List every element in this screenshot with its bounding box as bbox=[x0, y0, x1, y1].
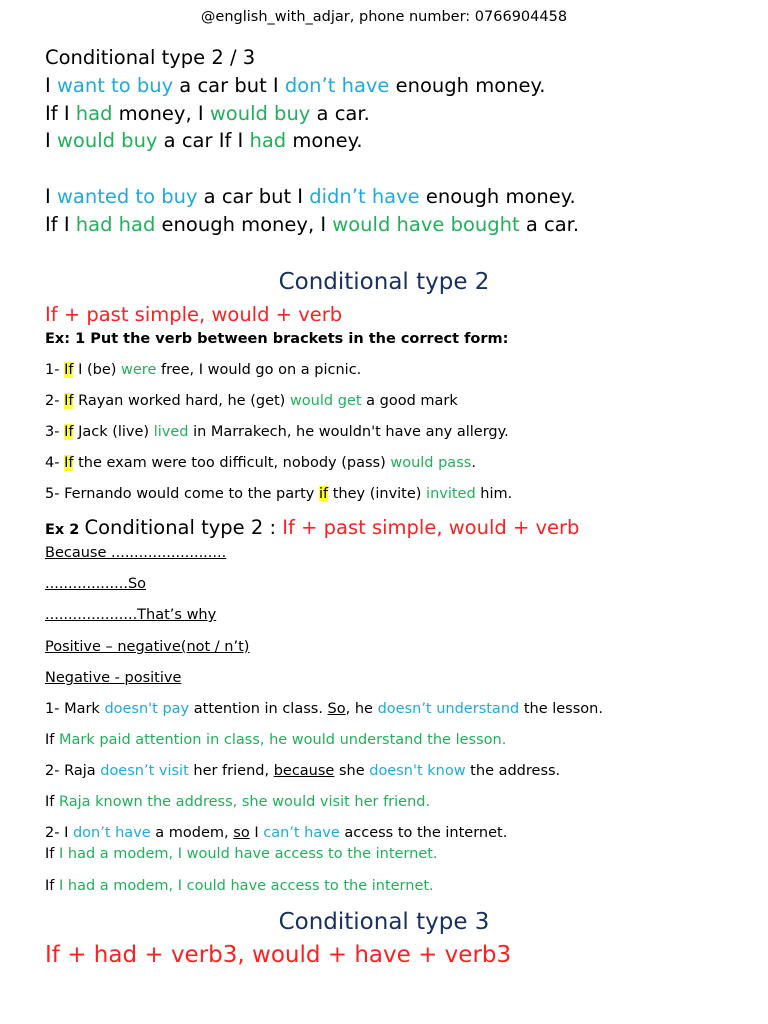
blue-phrase: doesn't pay bbox=[104, 701, 190, 717]
type3-rule: If + had + verb3, would + have + verb3 bbox=[45, 942, 512, 968]
exercise2-answer bbox=[45, 732, 506, 748]
blue-phrase: don’t have bbox=[72, 825, 151, 841]
exercise2-label: Ex 2 bbox=[45, 522, 80, 538]
exercise1-line bbox=[45, 486, 512, 502]
text-run: If I bbox=[45, 102, 76, 125]
blue-phrase: doesn’t visit bbox=[100, 763, 189, 779]
text-run: free, I would go on a picnic. bbox=[156, 362, 362, 378]
green-phrase: would have bought bbox=[332, 213, 520, 236]
highlighted-if: If bbox=[64, 455, 74, 471]
exercise1-line bbox=[45, 362, 361, 378]
text-run: 5- Fernando would come to the party bbox=[45, 486, 319, 502]
text-run: a car but I bbox=[173, 74, 285, 97]
highlighted-if: if bbox=[318, 486, 329, 502]
text-run: enough money. bbox=[419, 185, 576, 208]
highlighted-if: If bbox=[64, 424, 74, 440]
text-run: attention in class. bbox=[189, 701, 328, 717]
text-run: 4- bbox=[45, 455, 65, 471]
exercise1-line bbox=[45, 393, 458, 409]
intro-line bbox=[45, 102, 370, 125]
underlined-word: So bbox=[327, 701, 346, 717]
text-run: If bbox=[45, 794, 59, 810]
text-run: a modem, bbox=[150, 825, 234, 841]
connector-positive-negative: Positive – negative(not / n’t) bbox=[45, 639, 250, 655]
blue-phrase: doesn't know bbox=[369, 763, 466, 779]
text-run: 2- bbox=[45, 393, 65, 409]
connector-so: ..................So bbox=[45, 576, 147, 592]
text-run: money. bbox=[286, 129, 363, 152]
highlighted-if: If bbox=[64, 393, 74, 409]
text-run: a good mark bbox=[361, 393, 458, 409]
exercise2-line bbox=[45, 825, 507, 841]
text-run: If bbox=[45, 878, 59, 894]
text-run: she bbox=[334, 763, 370, 779]
page-header: @english_with_adjar, phone number: 0766904458 bbox=[200, 9, 568, 25]
text-run: enough money, I bbox=[155, 213, 333, 236]
highlighted-if: If bbox=[64, 362, 74, 378]
text-run: I bbox=[45, 185, 57, 208]
text-run: money, I bbox=[112, 102, 210, 125]
text-run: If bbox=[45, 732, 59, 748]
text-run: 3- bbox=[45, 424, 65, 440]
green-phrase: Mark paid attention in class, he would understand the lesson. bbox=[59, 732, 507, 748]
text-run: 2- I bbox=[45, 825, 73, 841]
text-run: a car. bbox=[519, 213, 580, 236]
green-phrase: invited bbox=[426, 486, 476, 502]
connector-negative-positive: Negative - positive bbox=[45, 670, 182, 686]
exercise2-answer bbox=[45, 846, 438, 862]
text-run: I bbox=[249, 825, 264, 841]
text-run: , he bbox=[345, 701, 378, 717]
green-phrase: had bbox=[249, 129, 287, 152]
blue-phrase: wanted to buy bbox=[56, 185, 198, 208]
exercise2-answer bbox=[45, 794, 430, 810]
green-phrase: would buy bbox=[56, 129, 158, 152]
text-run: enough money. bbox=[389, 74, 546, 97]
green-phrase: would pass bbox=[390, 455, 472, 471]
exercise2-answer bbox=[45, 878, 434, 894]
blue-phrase: can’t have bbox=[263, 825, 340, 841]
green-phrase: were bbox=[121, 362, 157, 378]
exercise2-title bbox=[45, 516, 579, 539]
text-run: Jack (live) bbox=[73, 424, 154, 440]
exercise2-heading: Conditional type 2 : bbox=[84, 516, 283, 539]
blue-phrase: doesn’t understand bbox=[377, 701, 520, 717]
green-phrase: lived bbox=[153, 424, 189, 440]
text-run: her friend, bbox=[188, 763, 274, 779]
green-phrase: would get bbox=[289, 393, 362, 409]
intro-line bbox=[45, 129, 363, 152]
green-phrase: I had a modem, I could have access to the internet. bbox=[59, 878, 434, 894]
intro-line bbox=[45, 185, 576, 208]
exercise1-line bbox=[45, 424, 509, 440]
intro-title: Conditional type 2 / 3 bbox=[45, 46, 256, 69]
exercise1-title: Ex: 1 Put the verb between brackets in the correct form: bbox=[45, 331, 509, 347]
text-run: the address. bbox=[465, 763, 561, 779]
intro-line bbox=[45, 213, 579, 236]
text-run: a car. bbox=[310, 102, 370, 125]
green-phrase: had bbox=[75, 102, 113, 125]
text-run: I bbox=[45, 74, 57, 97]
text-run: 2- Raja bbox=[45, 763, 101, 779]
type2-rule: If + past simple, would + verb bbox=[45, 303, 343, 326]
text-run: the lesson. bbox=[519, 701, 603, 717]
connector-because: Because ......................... bbox=[45, 545, 227, 561]
green-phrase: Raja known the address, she would visit her friend. bbox=[59, 794, 431, 810]
exercise2-rule: If + past simple, would + verb bbox=[282, 516, 580, 539]
blue-phrase: didn’t have bbox=[309, 185, 420, 208]
text-run: I (be) bbox=[73, 362, 122, 378]
text-run: Rayan worked hard, he (get) bbox=[73, 393, 290, 409]
text-run: If bbox=[45, 846, 59, 862]
exercise2-line bbox=[45, 763, 560, 779]
type2-heading: Conditional type 2 bbox=[278, 269, 490, 295]
text-run: If I bbox=[45, 213, 76, 236]
underlined-word: because bbox=[273, 763, 335, 779]
text-run: 1- bbox=[45, 362, 65, 378]
text-run: access to the internet. bbox=[339, 825, 508, 841]
underlined-word: so bbox=[233, 825, 250, 841]
text-run: in Marrakech, he wouldn't have any allergy. bbox=[188, 424, 509, 440]
blue-phrase: want to buy bbox=[56, 74, 174, 97]
intro-line bbox=[45, 74, 545, 97]
exercise2-line bbox=[45, 701, 603, 717]
text-run: a car If I bbox=[157, 129, 250, 152]
type3-heading: Conditional type 3 bbox=[278, 909, 490, 935]
text-run: 1- Mark bbox=[45, 701, 105, 717]
text-run: they (invite) bbox=[328, 486, 427, 502]
text-run: a car but I bbox=[197, 185, 310, 208]
text-run: the exam were too difficult, nobody (pass) bbox=[73, 455, 391, 471]
green-phrase: I had a modem, I would have access to the internet. bbox=[59, 846, 438, 862]
exercise1-line bbox=[45, 455, 476, 471]
text-run: I bbox=[45, 129, 57, 152]
green-phrase: had had bbox=[75, 213, 156, 236]
green-phrase: would buy bbox=[209, 102, 311, 125]
text-run: him. bbox=[475, 486, 513, 502]
connector-thats-why: ....................That’s why bbox=[45, 607, 217, 623]
blue-phrase: don’t have bbox=[284, 74, 390, 97]
text-run: . bbox=[471, 455, 476, 471]
